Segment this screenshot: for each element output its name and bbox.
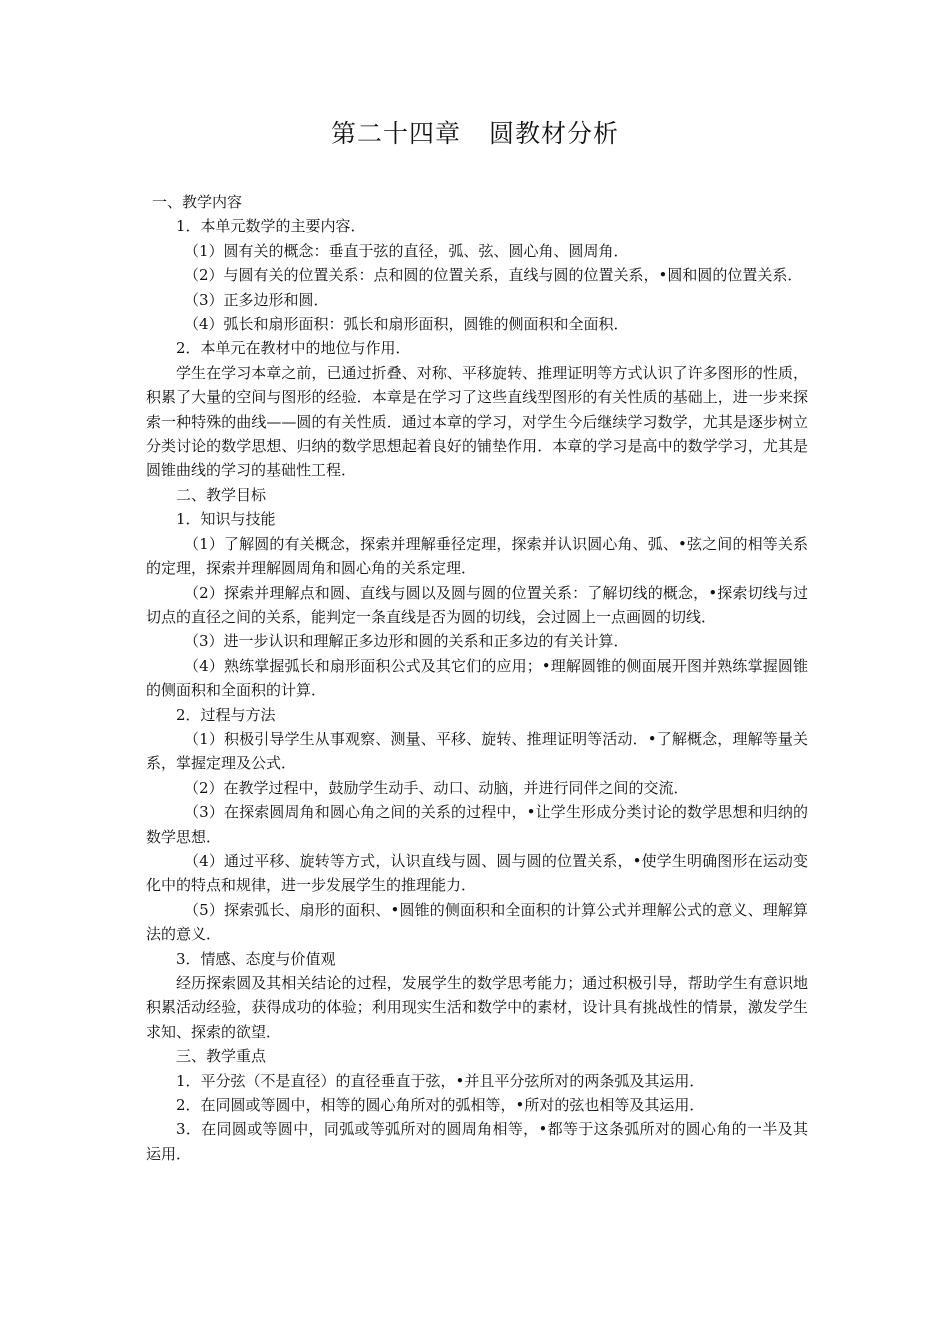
paragraph: （4）熟练掌握弧长和扇形面积公式及其它们的应用；•理解圆锥的侧面展开图并熟练掌握圆锥的侧面积和全面积的计算．	[146, 656, 808, 700]
paragraph: （1）积极引导学生从事观察、测量、平移、旋转、推理证明等活动．•了解概念，理解等量关系，掌握定理及公式．	[146, 729, 808, 773]
paragraph: 2．在同圆或等圆中，相等的圆心角所对的弧相等，•所对的弦也相等及其运用．	[176, 1096, 705, 1115]
paragraph: （1）圆有关的概念：垂直于弦的直径，弧、弦、圆心角、圆周角．	[184, 241, 629, 260]
paragraph: 2．本单元在教材中的地位与作用．	[176, 339, 411, 358]
paragraph: 3．在同圆或等圆中，同弧或等弧所对的圆周角相等，•都等于这条弧所对的圆心角的一半及其运用．	[146, 1120, 808, 1163]
paragraph: （3）正多边形和圆．	[184, 290, 329, 309]
page-title	[0, 118, 950, 150]
paragraph: （3）进一步认识和理解正多边形和圆的关系和正多边的有关计算．	[184, 632, 629, 651]
paragraph: （2）探索并理解点和圆、直线与圆以及圆与圆的位置关系：了解切线的概念，•探索切线与过切点的直径之间的关系，能判定一条直线是否为圆的切线，会过圆上一点画圆的切线．	[146, 583, 808, 626]
paragraph: 经历探索圆及其相关结论的过程，发展学生的数学思考能力；通过积极引导，帮助学生有意识地积累活动经验，获得成功的体验；利用现实生活和数学中的素材，设计具有挑战性的情景，激发学生求知、探索的欲望．	[146, 974, 808, 1041]
paragraph: （3）在探索圆周角和圆心角之间的关系的过程中，•让学生形成分类讨论的数学思想和归纳的数学思想．	[146, 803, 808, 846]
paragraph: （5）探索弧长、扇形的面积、•圆锥的侧面积和全面积的计算公式并理解公式的意义、理解算法的意义．	[146, 900, 808, 944]
paragraph: 1．本单元数学的主要内容．	[176, 217, 366, 236]
document-body	[146, 190, 808, 1166]
paragraph: 三、教学重点	[176, 1047, 267, 1066]
paragraph: （2）在教学过程中，鼓励学生动手、动口、动脑，并进行同伴之间的交流．	[184, 778, 689, 797]
paragraph: （4）通过平移、旋转等方式，认识直线与圆、圆与圆的位置关系，•使学生明确图形在运动变化中的特点和规律，进一步发展学生的推理能力．	[146, 851, 808, 895]
paragraph: 二、教学目标	[176, 485, 267, 504]
paragraph: 学生在学习本章之前，已通过折叠、对称、平移旋转、推理证明等方式认识了许多图形的性质，积累了大量的空间与图形的经验．本章是在学习了这些直线型图形的有关性质的基础上，进一步来探索一种特殊的曲线——圆的有关性质．通过本章的学习，对学生今后继续学习数学，尤其是逐步树立分类讨论的数学思想、归纳的数学思想起着良好的铺垫作用．本章的学习是高中的数学学习，尤其是圆锥曲线的学习的基础性工程．	[146, 363, 808, 480]
paragraph: （2）与圆有关的位置关系：点和圆的位置关系，直线与圆的位置关系，•圆和圆的位置关系．	[184, 266, 803, 285]
paragraph: 一、教学内容	[152, 193, 243, 211]
chapter-name: 圆教材分析	[489, 119, 620, 148]
paragraph: 1．平分弦（不是直径）的直径垂直于弦，•并且平分弦所对的两条弧及其运用．	[176, 1071, 705, 1090]
paragraph: （4）弧长和扇形面积：弧长和扇形面积，圆锥的侧面积和全面积．	[184, 315, 629, 334]
paragraph: 2．过程与方法	[176, 705, 276, 724]
chapter-number: 第二十四章	[330, 119, 461, 148]
paragraph: （1）了解圆的有关概念，探索并理解垂径定理，探索并认识圆心角、弧、•弦之间的相等关系的定理，探索并理解圆周角和圆心角的关系定理．	[146, 534, 808, 578]
paragraph: 3．情感、态度与价值观	[176, 949, 336, 968]
paragraph: 1．知识与技能	[176, 510, 276, 529]
